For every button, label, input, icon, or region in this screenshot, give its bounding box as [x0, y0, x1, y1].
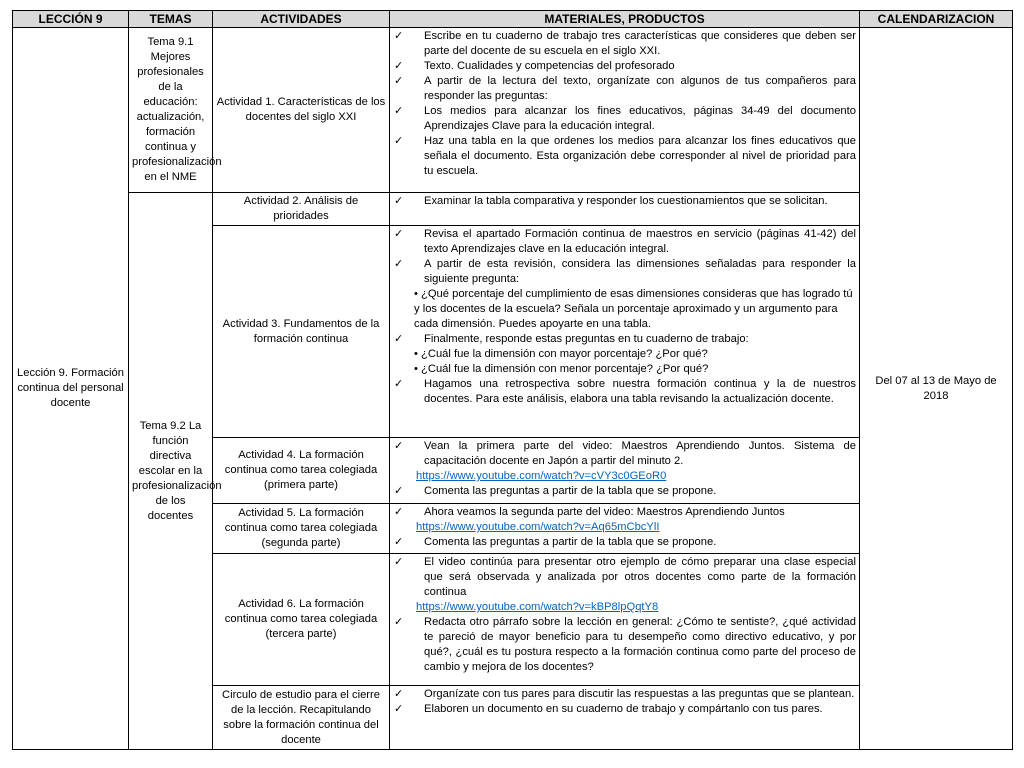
activity-name-1: Actividad 1. Características de los docentes del siglo XXI — [213, 28, 390, 193]
list-item: ✓ Elaboren un documento en su cuaderno de trabajo y compártanlo con tus pares. — [394, 703, 823, 715]
lesson-cell: Lección 9. Formación continua del personal docente — [13, 28, 129, 750]
list-item: ✓ Escribe en tu cuaderno de trabajo tres características que consideres que deben ser parte del docente de su escuela en el siglo XXI. — [394, 30, 856, 57]
check-icon: ✓ — [394, 333, 404, 345]
activity-name-2: Actividad 2. Análisis de prioridades — [213, 193, 390, 226]
video-link-2[interactable]: https://www.youtube.com/watch?v=Aq65mCbcYlI — [416, 521, 660, 533]
list-item: ✓ Examinar la tabla comparativa y responder los cuestionamientos que se solicitan. — [394, 195, 828, 207]
list-item: ✓ A partir de esta revisión, considera las dimensiones señaladas para responder la siguiente pregunta: — [394, 258, 856, 285]
list-item: ✓ Hagamos una retrospectiva sobre nuestra formación continua y la de nuestros docentes. Para este análisis, elabora una tabla revisando la actualización docente. — [394, 378, 856, 405]
video-link-3[interactable]: https://www.youtube.com/watch?v=kBP8lpQqtY8 — [416, 601, 659, 613]
activity-name-6: Actividad 6. La formación continua como tarea colegiada (tercera parte) — [213, 554, 390, 686]
check-icon: ✓ — [394, 228, 404, 240]
list-item: ✓ El video continúa para presentar otro ejemplo de cómo preparar una clase especial que será observada y analizada por otros docentes como parte de la formación continua — [394, 556, 856, 598]
list-item: ✓ Finalmente, responde estas preguntas en tu cuaderno de trabajo: — [394, 333, 749, 345]
check-icon: ✓ — [394, 556, 404, 568]
list-item: ✓ Texto. Cualidades y competencias del profesorado — [394, 60, 675, 72]
check-icon: ✓ — [394, 135, 404, 147]
bullet-item: • ¿Cuál fue la dimensión con menor porcentaje? ¿Por qué? — [414, 363, 709, 375]
lesson-table — [12, 10, 1013, 750]
topic-cell-1: Tema 9.1 Mejores profesionales de la educación: actualización, formación continua y profesionalización en el NME — [129, 28, 213, 193]
materials-cell-5 — [390, 504, 860, 554]
list-item: ✓ Organízate con tus pares para discutir las respuestas a las preguntas que se plantean. — [394, 688, 855, 700]
check-icon: ✓ — [394, 506, 404, 518]
header-calendarizacion: CALENDARIZACION — [860, 11, 1013, 28]
check-icon: ✓ — [394, 485, 404, 497]
list-item: ✓ A partir de la lectura del texto, organízate con algunos de tus compañeros para responder las preguntas: — [394, 75, 856, 102]
check-icon: ✓ — [394, 75, 404, 87]
materials-cell-2 — [390, 193, 860, 226]
list-item: ✓ Ahora veamos la segunda parte del video: Maestros Aprendiendo Juntos — [394, 506, 785, 518]
list-item: ✓ Comenta las preguntas a partir de la tabla que se propone. — [394, 536, 717, 548]
calendar-cell: Del 07 al 13 de Mayo de 2018 — [860, 28, 1013, 750]
list-item: ✓ Haz una tabla en la que ordenes los medios para alcanzar los fines educativos que señala el documento. Esta organización debe corresponder al nivel de prioridad para tu escuela. — [394, 135, 856, 177]
list-item: ✓ Revisa el apartado Formación continua de maestros en servicio (páginas 41-42) del texto Aprendizajes clave en la educación integral. — [394, 228, 856, 255]
check-icon: ✓ — [394, 60, 404, 72]
header-actividades: ACTIVIDADES — [213, 11, 390, 28]
check-icon: ✓ — [394, 195, 404, 207]
activity-name-4: Actividad 4. La formación continua como tarea colegiada (primera parte) — [213, 438, 390, 504]
materials-cell-7 — [390, 686, 860, 750]
list-item: ✓ Los medios para alcanzar los fines educativos, páginas 34-49 del documento Aprendizajes Clave para la educación integral. — [394, 105, 856, 132]
check-icon: ✓ — [394, 703, 404, 715]
header-leccion: LECCIÓN 9 — [13, 11, 129, 28]
materials-cell-6 — [390, 554, 860, 686]
check-icon: ✓ — [394, 258, 404, 270]
check-icon: ✓ — [394, 536, 404, 548]
materials-cell-4 — [390, 438, 860, 504]
check-icon: ✓ — [394, 688, 404, 700]
check-icon: ✓ — [394, 440, 404, 452]
header-materiales: MATERIALES, PRODUCTOS — [390, 11, 860, 28]
activity-name-5: Actividad 5. La formación continua como tarea colegiada (segunda parte) — [213, 504, 390, 554]
check-icon: ✓ — [394, 616, 404, 628]
header-row — [13, 11, 1013, 28]
materials-cell-1 — [390, 28, 860, 193]
materials-cell-3 — [390, 226, 860, 438]
topic-cell-2: Tema 9.2 La función directiva escolar en la profesionalización de los docentes — [129, 193, 213, 750]
list-item: ✓ Comenta las preguntas a partir de la tabla que se propone. — [394, 485, 717, 497]
bullet-item: • ¿Cuál fue la dimensión con mayor porcentaje? ¿Por qué? — [414, 348, 708, 360]
check-icon: ✓ — [394, 30, 404, 42]
bullet-item: • ¿Qué porcentaje del cumplimiento de esas dimensiones consideras que has logrado tú y los docentes de la escuela? Señala un porcentaje aproximado y un argumento para cada dimensión. Puedes apoyarte en una tabla. — [414, 288, 853, 330]
list-item: ✓ Vean la primera parte del video: Maestros Aprendiendo Juntos. Sistema de capacitación docente en Japón a partir del minuto 2. — [394, 440, 856, 467]
activity-name-3: Actividad 3. Fundamentos de la formación continua — [213, 226, 390, 438]
table-row — [13, 28, 1013, 193]
video-link-1[interactable]: https://www.youtube.com/watch?v=cVY3c0GEoR0 — [416, 470, 667, 482]
activity-name-7: Circulo de estudio para el cierre de la lección. Recapitulando sobre la formación continua del docente — [213, 686, 390, 750]
check-icon: ✓ — [394, 378, 404, 390]
list-item: ✓ Redacta otro párrafo sobre la lección en general: ¿Cómo te sentiste?, ¿qué actividad te pareció de mayor beneficio para tu desempeño como directivo educativo, y por qué?, ¿cuál es tu postura respecto a la formación continua como parte del proceso de cambio y mejora de los docentes? — [394, 616, 856, 673]
check-icon: ✓ — [394, 105, 404, 117]
header-temas: TEMAS — [129, 11, 213, 28]
